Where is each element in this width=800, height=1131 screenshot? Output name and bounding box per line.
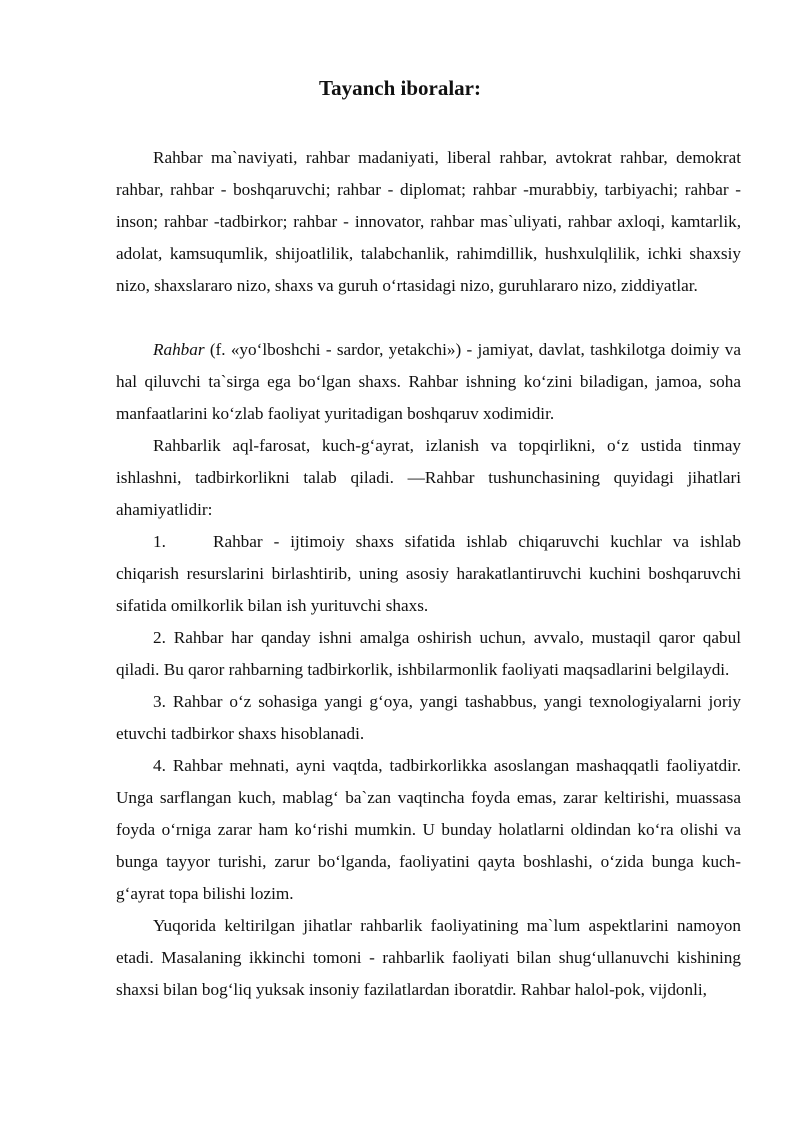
definition-term: Rahbar [153,340,205,359]
list-item-number: 1. [153,532,166,551]
list-item-number: 3. [153,692,166,711]
definition-text: (f. «yo‘lboshchi - sardor, yetakchi») - jamiyat, davlat, tashkilotga doimiy va hal qiluvchi ta`sirga ega bo‘lgan shaxs. Rahbar ishning ko‘zini biladigan, jamoa, soha manfaatlarini ko‘zlab faoliyat yuritadigan boshqaruv xodimidir. [116,340,741,423]
page-title: Tayanch iboralar: [319,76,481,100]
list-item [116,750,741,910]
list-item-text: Rahbar o‘z sohasiga yangi g‘oya, yangi tashabbus, yangi texnologiyalarni joriy etuvchi tadbirkor shaxs hisoblanadi. [116,692,741,743]
keywords-section [116,142,741,302]
list-item [116,622,741,686]
list-item-text: Rahbar mehnati, ayni vaqtda, tadbirkorlikka asoslangan mashaqqatli faoliyatdir. Unga sarflangan kuch, mablag‘ ba`zan vaqtincha foyda emas, zarar keltirishi, muassasa foyda o‘rniga zarar ham ko‘rishi mumkin. U bunday holatlarni oldindan ko‘ra olishi va bunga tayyor turishi, zarur bo‘lganda, faoliyatini qayta boshlashi, o‘zida bunga kuch-g‘ayrat topa bilishi lozim. [116,756,741,903]
list-item [116,526,741,622]
list-item-number: 4. [153,756,166,775]
definition-paragraph [116,334,741,430]
list-item-number: 2. [153,628,166,647]
list-item [116,686,741,750]
intro-paragraph: Rahbarlik aql-farosat, kuch-g‘ayrat, izlanish va topqirlikni, o‘z ustida tinmay ishlashni, tadbirkorlikni talab qiladi. —Rahbar tushunchasining quyidagi jihatlari ahamiyatlidir: [116,436,741,519]
list-item-text: Rahbar har qanday ishni amalga oshirish uchun, avvalo, mustaqil qaror qabul qiladi. Bu qaror rahbarning tadbirkorlik, ishbilarmonlik faoliyati maqsadlarini belgilaydi. [116,628,741,679]
list-item-text: Rahbar - ijtimoiy shaxs sifatida ishlab chiqaruvchi kuchlar va ishlab chiqarish resurslarini birlashtirib, uning asosiy harakatlantiruvchi kuchini boshqaruvchi sifatida omilkorlik bilan ish yurituvchi shaxs. [116,532,741,615]
main-text [116,334,741,1006]
closing-paragraph: Yuqorida keltirilgan jihatlar rahbarlik faoliyatining ma`lum aspektlarini namoyon etadi. Masalaning ikkinchi tomoni - rahbarlik faoliyati bilan shug‘ullanuvchi kishining shaxsi bilan bog‘liq yuksak insoniy fazilatlardan iboratdir. Rahbar halol-pok, vijdonli, [116,916,741,999]
keywords-paragraph: Rahbar ma`naviyati, rahbar madaniyati, liberal rahbar, avtokrat rahbar, demokrat rahbar, rahbar - boshqaruvchi; rahbar - diplomat; rahbar -murabbiy, tarbiyachi; rahbar - inson; rahbar -tadbirkor; rahbar - innovator, rahbar mas`uliyati, rahbar axloqi, kamtarlik, adolat, kamsuqumlik, shijoatlilik, talabchanlik, rahimdillik, hushxulqlilik, ichki shaxsiy nizo, shaxslararo nizo, shaxs va guruh o‘rtasidagi nizo, guruhlararo nizo, ziddiyatlar. [116,148,741,295]
